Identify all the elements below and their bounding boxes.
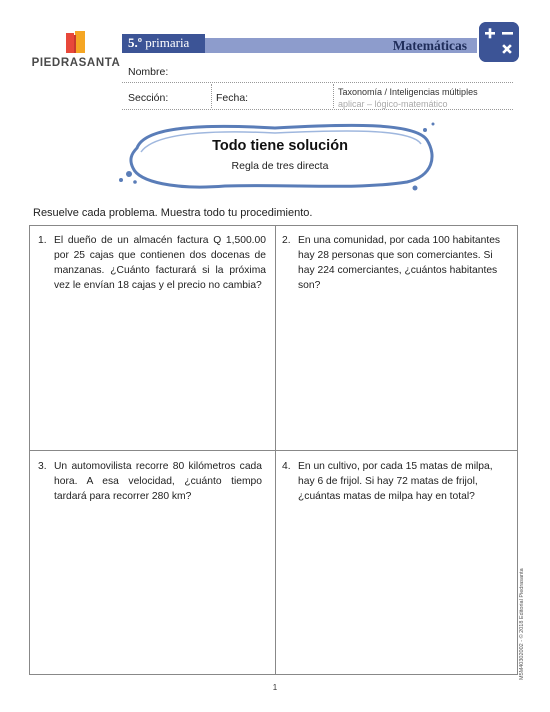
problem-4 <box>282 459 508 529</box>
section-line <box>122 109 513 110</box>
instructions: Resuelve cada problema. Muestra todo tu procedimiento. <box>33 207 313 219</box>
worksheet-subtitle: Regla de tres directa <box>231 160 329 172</box>
problem-3 <box>38 459 262 529</box>
date-divider <box>333 84 334 108</box>
problem-text: Un automovilista recorre 80 kilómetros cada hora. A esa velocidad, ¿cuánto tiempo tardará para recorrer 280 km? <box>54 461 262 502</box>
grade-label <box>128 35 189 51</box>
title-cloud <box>115 118 445 198</box>
problem-number: 3. <box>38 461 47 472</box>
piedrasanta-logo-icon <box>64 31 88 57</box>
problem-1 <box>38 233 266 303</box>
problem-text: El dueño de un almacén factura Q 1,500.00 por 25 cajas que contienen dos docenas de manzanas. ¿Cuánto facturará si la próxima vez le envían 18 cajas y el precio no cambia? <box>54 235 266 291</box>
grade-number: 5.º <box>128 35 143 50</box>
name-label: Nombre: <box>128 66 169 78</box>
logo-text: PIEDRASANTA <box>31 57 121 69</box>
subject-title: Matemáticas <box>392 38 467 53</box>
problem-text: En una comunidad, por cada 100 habitantes hay 28 personas que son comerciantes. Si hay 224 comerciantes, ¿cuántos habitantes son? <box>298 235 501 291</box>
grade-level: primaria <box>145 35 190 50</box>
worksheet-title: Todo tiene solución <box>212 138 348 154</box>
problem-number: 4. <box>282 461 291 472</box>
section-divider <box>211 84 212 108</box>
grid-horizontal-divider <box>29 450 518 451</box>
problem-text: En un cultivo, por cada 15 matas de milpa, hay 6 de frijol. Si hay 72 matas de frijol, ¿cuántas matas de milpa hay en total? <box>298 461 493 502</box>
problem-2 <box>282 233 506 303</box>
name-line <box>122 82 513 83</box>
math-operations-icon <box>479 22 519 62</box>
taxonomy-title: Taxonomía / Inteligencias múltiples <box>338 87 478 97</box>
problem-number: 2. <box>282 235 291 246</box>
problem-number: 1. <box>38 235 47 246</box>
copyright-notice: M5M40302002 - © 2018 Editorial Piedrasanta <box>519 568 525 680</box>
page-number: 1 <box>272 683 278 692</box>
date-label: Fecha: <box>216 92 249 104</box>
section-label: Sección: <box>128 92 169 104</box>
taxonomy-subtitle: aplicar – lógico-matemático <box>338 99 448 109</box>
